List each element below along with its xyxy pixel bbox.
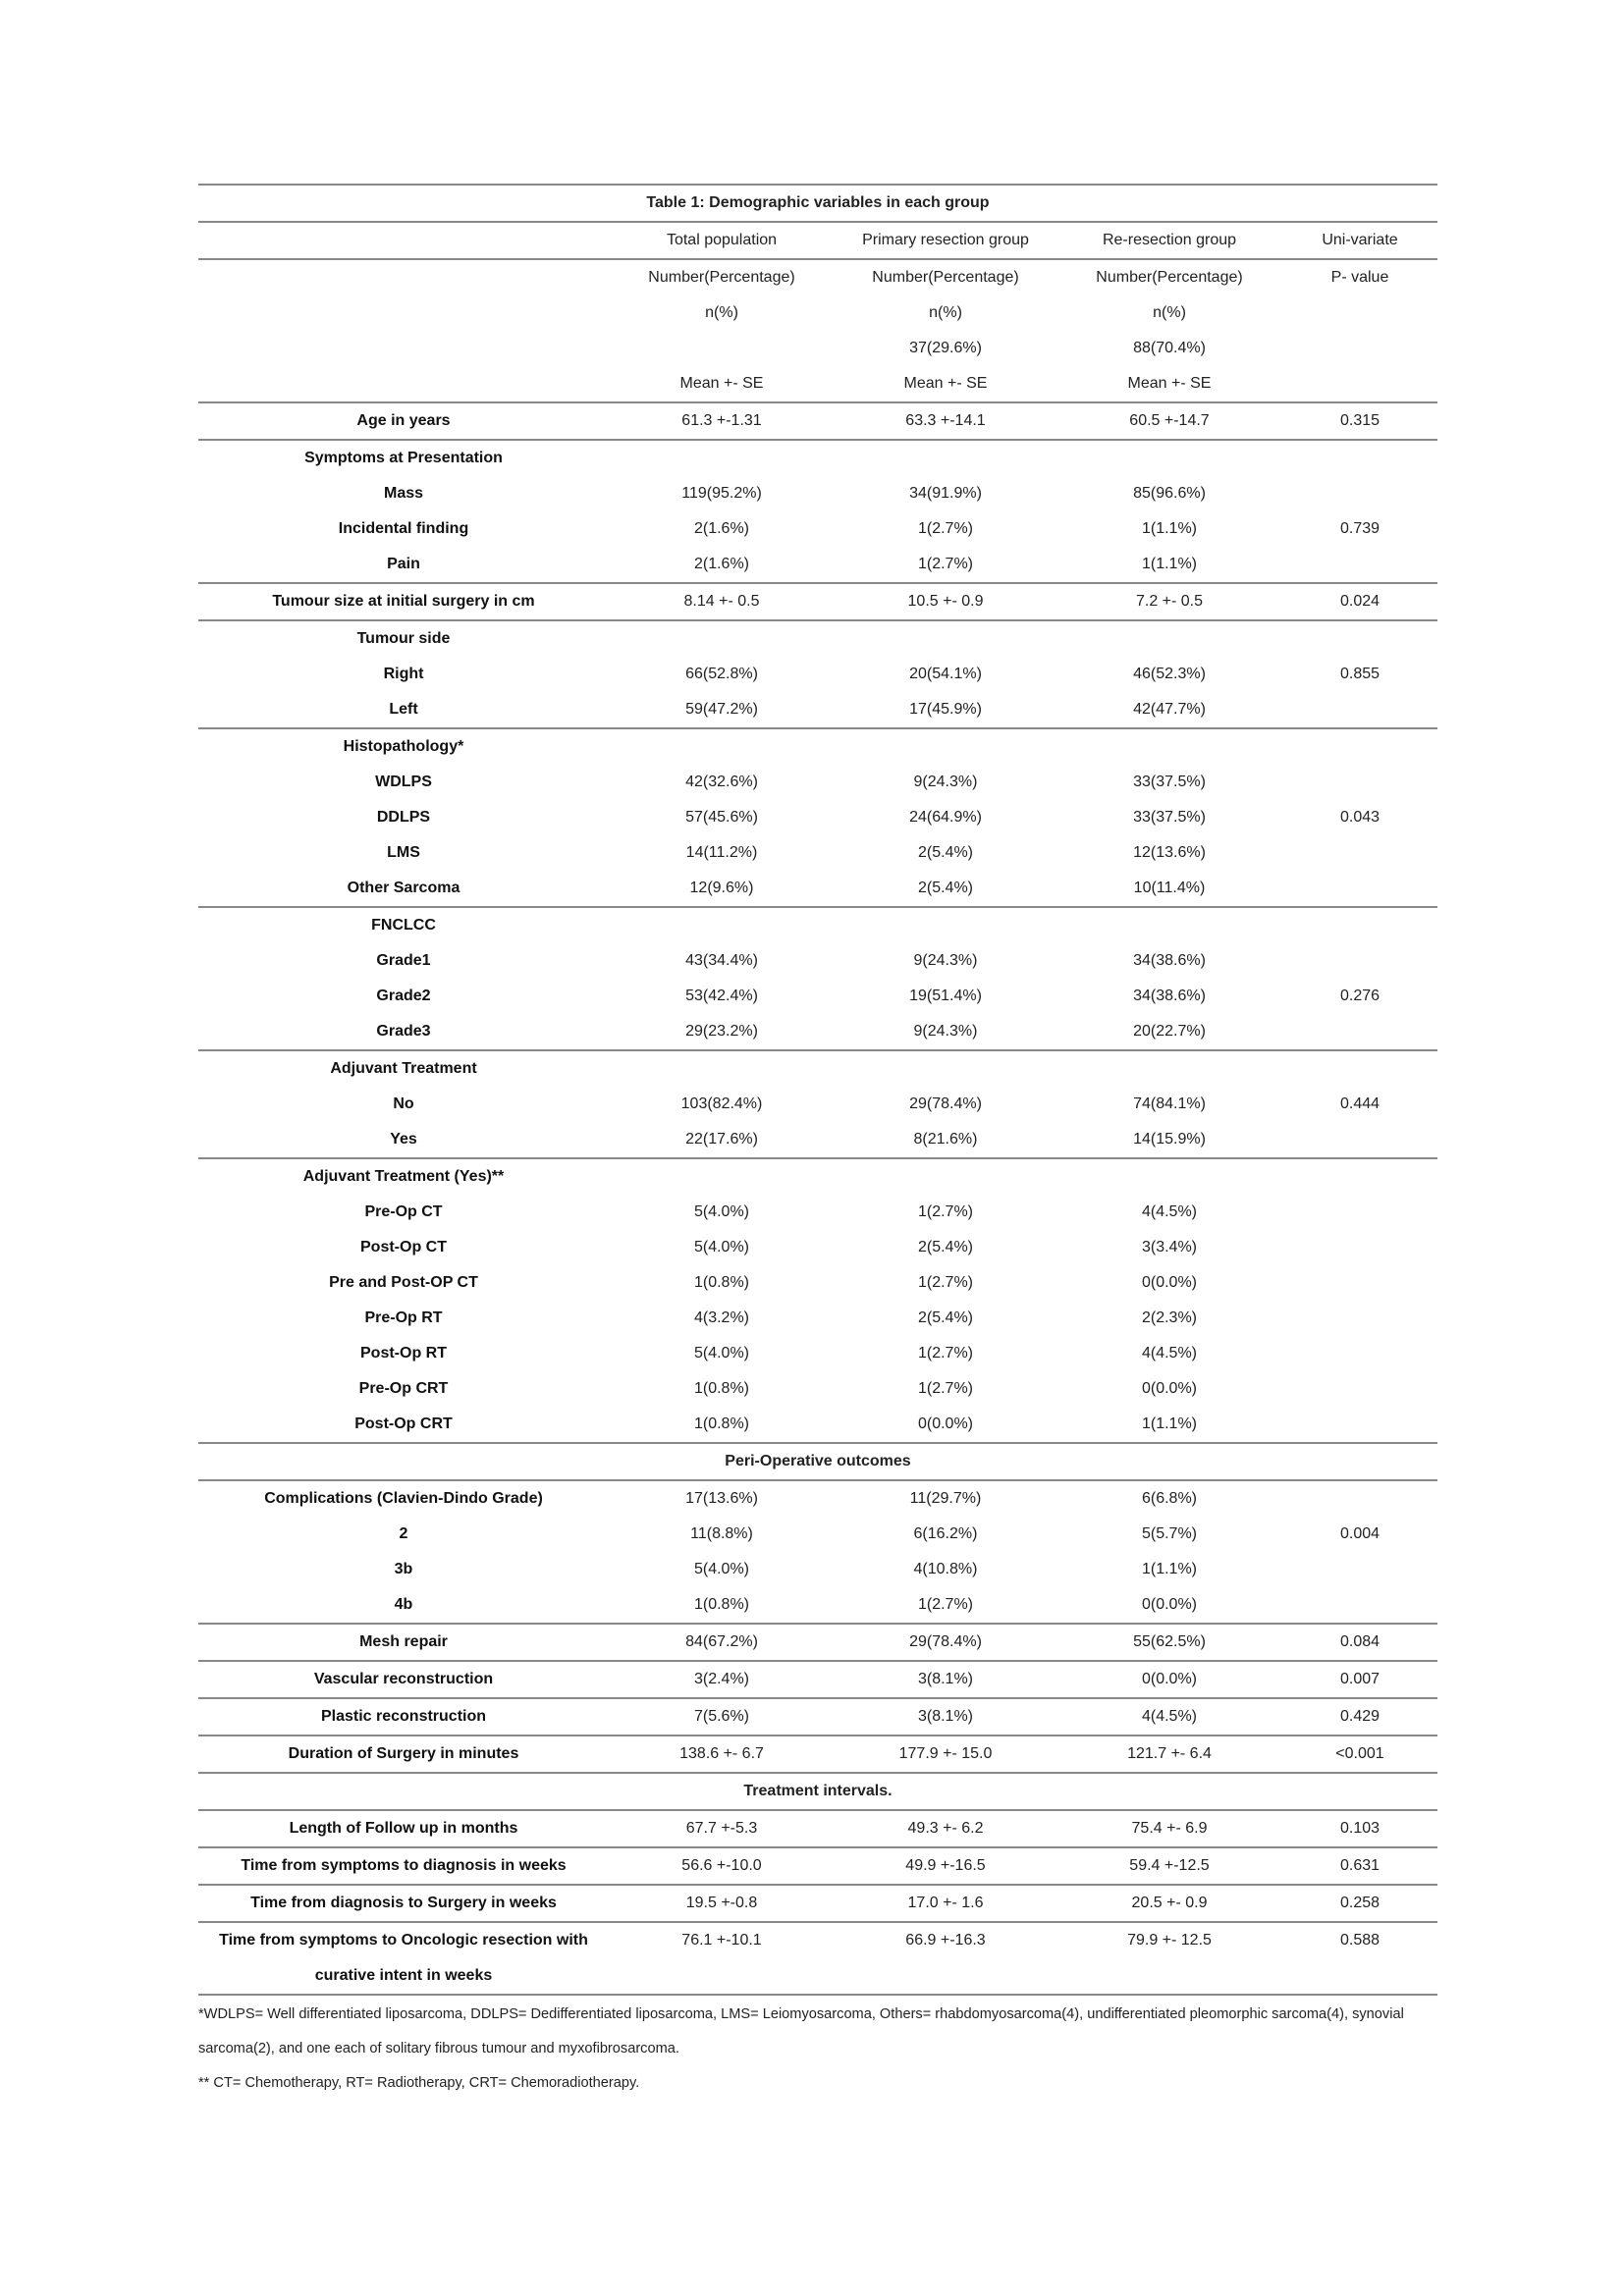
cell-total: 4(3.2%) <box>693 1309 750 1326</box>
table-row <box>198 1301 1437 1336</box>
cell-total: 103(82.4%) <box>680 1095 763 1112</box>
cell-primary: 2(5.4%) <box>917 1309 974 1326</box>
cell-p-value <box>1282 620 1437 657</box>
table-title-row <box>198 185 1437 222</box>
cell-primary: 34(91.9%) <box>909 485 982 502</box>
cell-p-value: 0.739 <box>1339 520 1380 537</box>
cell-primary: 8(21.6%) <box>913 1131 978 1148</box>
cell-p-value: 0.007 <box>1282 1661 1437 1698</box>
table-row <box>198 1230 1437 1265</box>
cell-p-value <box>1282 1050 1437 1087</box>
cell-reresection <box>1056 1050 1282 1087</box>
cell-p-value: 0.043 <box>1339 809 1380 826</box>
cell-reresection: 0(0.0%) <box>1141 1274 1198 1291</box>
cell-p-value <box>1282 1195 1437 1230</box>
header-cell: 88(70.4%) <box>1133 340 1206 356</box>
cell-primary: 17.0 +- 1.6 <box>835 1885 1056 1922</box>
cell-p-value <box>1282 1230 1437 1265</box>
cell-primary <box>835 1050 1056 1087</box>
cell-primary: 9(24.3%) <box>913 774 978 790</box>
header-cell <box>609 331 835 366</box>
cell-p-value <box>1282 1480 1437 1517</box>
cell-reresection: 20.5 +- 0.9 <box>1056 1885 1282 1922</box>
cell-total <box>609 907 835 943</box>
cell-total <box>609 440 835 476</box>
cell-reresection: 6(6.8%) <box>1056 1480 1282 1517</box>
cell-p-value <box>1282 907 1437 943</box>
cell-total: 5(4.0%) <box>693 1239 750 1255</box>
row-label: Pre and Post-OP CT <box>329 1274 478 1291</box>
cell-total: 1(0.8%) <box>693 1596 750 1613</box>
cell-total: 11(8.8%) <box>690 1525 753 1542</box>
cell-reresection: 1(1.1%) <box>1141 1561 1198 1577</box>
table-row <box>198 979 1437 1014</box>
cell-primary: 11(29.7%) <box>835 1480 1056 1517</box>
cell-reresection: 0(0.0%) <box>1141 1380 1198 1397</box>
cell-total: 57(45.6%) <box>685 809 758 826</box>
row-label: Incidental finding <box>338 520 469 537</box>
cell-reresection: 121.7 +- 6.4 <box>1056 1735 1282 1773</box>
table-row <box>198 728 1437 765</box>
cell-reresection <box>1056 728 1282 765</box>
table-row <box>198 1480 1437 1517</box>
table-row <box>198 476 1437 511</box>
cell-p-value: 0.024 <box>1282 583 1437 620</box>
header-cell: n(%) <box>705 304 738 321</box>
row-label: 4b <box>394 1596 413 1613</box>
header-cell <box>1282 295 1437 331</box>
cell-p-value: <0.001 <box>1282 1735 1437 1773</box>
cell-primary: 63.3 +-14.1 <box>835 402 1056 440</box>
table-row <box>198 620 1437 657</box>
cell-reresection: 4(4.5%) <box>1056 1698 1282 1735</box>
row-label: WDLPS <box>375 774 432 790</box>
header-cell: Mean +- SE <box>903 375 988 392</box>
row-label: Time from diagnosis to Surgery in weeks <box>198 1885 609 1922</box>
cell-total: 8.14 +- 0.5 <box>609 583 835 620</box>
cell-total: 1(0.8%) <box>693 1274 750 1291</box>
demographics-table <box>198 184 1437 1996</box>
row-label: Adjuvant Treatment (Yes)** <box>198 1158 609 1195</box>
cell-reresection: 79.9 +- 12.5 <box>1056 1922 1282 1995</box>
cell-primary: 66.9 +-16.3 <box>835 1922 1056 1995</box>
row-label: Tumour side <box>198 620 609 657</box>
section-row <box>198 1773 1437 1810</box>
cell-p-value <box>1282 765 1437 800</box>
cell-reresection: 3(3.4%) <box>1141 1239 1198 1255</box>
cell-total: 14(11.2%) <box>685 844 758 861</box>
cell-total: 12(9.6%) <box>689 880 754 896</box>
cell-primary: 19(51.4%) <box>909 988 982 1004</box>
row-label: Duration of Surgery in minutes <box>198 1735 609 1773</box>
cell-reresection: 42(47.7%) <box>1133 701 1206 718</box>
cell-p-value <box>1282 871 1437 907</box>
row-label: Mesh repair <box>198 1624 609 1661</box>
row-label: Pain <box>387 556 420 572</box>
cell-total: 7(5.6%) <box>609 1698 835 1735</box>
table-row <box>198 1698 1437 1735</box>
cell-primary: 10.5 +- 0.9 <box>835 583 1056 620</box>
row-label: Mass <box>383 485 424 502</box>
table-row <box>198 657 1437 692</box>
cell-p-value: 0.276 <box>1339 988 1380 1004</box>
header-univariate: Uni-variate <box>1282 222 1437 259</box>
table-row <box>198 1122 1437 1158</box>
row-label: Right <box>383 666 424 682</box>
cell-total: 119(95.2%) <box>681 485 762 502</box>
cell-p-value <box>1282 476 1437 511</box>
cell-reresection <box>1056 1158 1282 1195</box>
cell-p-value <box>1282 1587 1437 1624</box>
cell-total: 2(1.6%) <box>693 520 750 537</box>
cell-primary: 1(2.7%) <box>917 1596 974 1613</box>
row-label: Pre-Op CT <box>364 1203 443 1220</box>
cell-reresection: 4(4.5%) <box>1141 1203 1198 1220</box>
row-label: Complications (Clavien-Dindo Grade) <box>198 1480 609 1517</box>
cell-total: 2(1.6%) <box>693 556 750 572</box>
header-cell: 37(29.6%) <box>909 340 982 356</box>
cell-total: 5(4.0%) <box>693 1345 750 1362</box>
cell-total: 1(0.8%) <box>693 1380 750 1397</box>
cell-reresection: 0(0.0%) <box>1056 1661 1282 1698</box>
cell-primary: 1(2.7%) <box>917 556 974 572</box>
cell-p-value: 0.444 <box>1339 1095 1380 1112</box>
cell-p-value <box>1282 943 1437 979</box>
cell-p-value: 0.588 <box>1282 1922 1437 1995</box>
cell-total: 1(0.8%) <box>693 1415 750 1432</box>
header-cell: Mean +- SE <box>1127 375 1212 392</box>
cell-primary: 177.9 +- 15.0 <box>835 1735 1056 1773</box>
table-row <box>198 907 1437 943</box>
section-title: Treatment intervals. <box>198 1773 1437 1810</box>
table-row <box>198 1885 1437 1922</box>
header-cell: n(%) <box>1153 304 1186 321</box>
cell-reresection: 7.2 +- 0.5 <box>1056 583 1282 620</box>
table-row <box>198 1195 1437 1230</box>
row-label: 2 <box>399 1525 408 1542</box>
cell-primary: 49.9 +-16.5 <box>835 1847 1056 1885</box>
cell-reresection: 0(0.0%) <box>1141 1596 1198 1613</box>
table-row <box>198 1407 1437 1443</box>
cell-primary <box>835 728 1056 765</box>
table-row <box>198 1265 1437 1301</box>
cell-total <box>609 728 835 765</box>
cell-reresection <box>1056 620 1282 657</box>
row-label: Time from symptoms to diagnosis in weeks <box>198 1847 609 1885</box>
header-total: Total population <box>609 222 835 259</box>
row-label: Pre-Op CRT <box>358 1380 449 1397</box>
cell-total: 43(34.4%) <box>685 952 758 969</box>
cell-total: 17(13.6%) <box>609 1480 835 1517</box>
row-label: Tumour size at initial surgery in cm <box>198 583 609 620</box>
table-row <box>198 1050 1437 1087</box>
row-label: No <box>393 1095 414 1112</box>
section-row <box>198 1443 1437 1480</box>
row-label: FNCLCC <box>198 907 609 943</box>
header-cell: n(%) <box>929 304 962 321</box>
cell-primary <box>835 620 1056 657</box>
cell-primary: 0(0.0%) <box>917 1415 974 1432</box>
table-row <box>198 1810 1437 1847</box>
cell-total: 53(42.4%) <box>685 988 758 1004</box>
row-label: Grade2 <box>376 988 431 1004</box>
table-row <box>198 1661 1437 1698</box>
table-row <box>198 1014 1437 1050</box>
header-cell: Mean +- SE <box>679 375 764 392</box>
cell-p-value: 0.258 <box>1282 1885 1437 1922</box>
cell-reresection: 74(84.1%) <box>1133 1095 1206 1112</box>
cell-total: 5(4.0%) <box>693 1561 750 1577</box>
header-cell: Number(Percentage) <box>835 259 1056 295</box>
cell-reresection: 4(4.5%) <box>1141 1345 1198 1362</box>
table-title: Table 1: Demographic variables in each group <box>198 185 1437 222</box>
row-label: Time from symptoms to Oncologic resection with curative intent in weeks <box>198 1922 609 1995</box>
cell-p-value <box>1282 1552 1437 1587</box>
table-row <box>198 1517 1437 1552</box>
table-row <box>198 583 1437 620</box>
cell-total: 29(23.2%) <box>685 1023 758 1040</box>
cell-reresection: 34(38.6%) <box>1133 988 1206 1004</box>
cell-primary: 24(64.9%) <box>909 809 982 826</box>
cell-primary: 29(78.4%) <box>909 1095 982 1112</box>
cell-p-value <box>1282 692 1437 728</box>
table-row <box>198 1624 1437 1661</box>
row-label: Left <box>389 701 418 718</box>
cell-total <box>609 1158 835 1195</box>
table-row <box>198 511 1437 547</box>
cell-primary <box>835 1158 1056 1195</box>
cell-p-value: 0.429 <box>1282 1698 1437 1735</box>
cell-primary: 20(54.1%) <box>909 666 982 682</box>
row-label: Post-Op CRT <box>354 1415 453 1432</box>
section-title: Peri-Operative outcomes <box>198 1443 1437 1480</box>
cell-total: 138.6 +- 6.7 <box>609 1735 835 1773</box>
row-label: Yes <box>390 1131 417 1148</box>
cell-total: 67.7 +-5.3 <box>609 1810 835 1847</box>
cell-p-value <box>1282 1301 1437 1336</box>
header-reresection: Re-resection group <box>1056 222 1282 259</box>
cell-total: 76.1 +-10.1 <box>609 1922 835 1995</box>
row-label: Adjuvant Treatment <box>198 1050 609 1087</box>
cell-p-value <box>1282 1122 1437 1158</box>
header-cell <box>1282 366 1437 402</box>
header-primary: Primary resection group <box>835 222 1056 259</box>
table-row <box>198 692 1437 728</box>
cell-primary: 3(8.1%) <box>835 1661 1056 1698</box>
cell-reresection: 2(2.3%) <box>1141 1309 1198 1326</box>
row-label: Age in years <box>198 402 609 440</box>
table-row <box>198 440 1437 476</box>
cell-reresection: 33(37.5%) <box>1133 774 1206 790</box>
row-label: Post-Op CT <box>360 1239 447 1255</box>
cell-primary: 49.3 +- 6.2 <box>835 1810 1056 1847</box>
cell-primary: 1(2.7%) <box>917 1380 974 1397</box>
table-row <box>198 1552 1437 1587</box>
table-row <box>198 765 1437 800</box>
table-row <box>198 1847 1437 1885</box>
cell-primary: 1(2.7%) <box>917 520 974 537</box>
cell-primary: 2(5.4%) <box>917 1239 974 1255</box>
cell-p-value: 0.315 <box>1282 402 1437 440</box>
row-label: Vascular reconstruction <box>198 1661 609 1698</box>
cell-p-value <box>1282 440 1437 476</box>
row-label: Plastic reconstruction <box>198 1698 609 1735</box>
cell-p-value: 0.631 <box>1282 1847 1437 1885</box>
cell-reresection: 34(38.6%) <box>1133 952 1206 969</box>
cell-primary <box>835 440 1056 476</box>
footnote-abbreviations: *WDLPS= Well differentiated liposarcoma, DDLPS= Dedifferentiated liposarcoma, LMS= Leiomyosarcoma, Others= rhabdomyosarcoma(4), undifferentiated pleomorphic sarcoma(4), synovial sarcoma(2), and one each of solitary fibrous tumour and myxofibrosarcoma. <box>198 2006 1404 2056</box>
cell-total: 59(47.2%) <box>685 701 758 718</box>
row-label: Pre-Op RT <box>364 1309 443 1326</box>
cell-p-value <box>1282 1407 1437 1443</box>
row-label: Grade3 <box>376 1023 431 1040</box>
document-page <box>198 184 1437 2101</box>
cell-reresection: 75.4 +- 6.9 <box>1056 1810 1282 1847</box>
cell-total: 5(4.0%) <box>693 1203 750 1220</box>
cell-p-value <box>1282 1371 1437 1407</box>
cell-reresection: 1(1.1%) <box>1141 556 1198 572</box>
cell-reresection: 10(11.4%) <box>1133 880 1206 896</box>
row-label: 3b <box>394 1561 413 1577</box>
table-row <box>198 835 1437 871</box>
cell-p-value <box>1282 1265 1437 1301</box>
cell-p-value: 0.855 <box>1339 666 1380 682</box>
cell-reresection: 14(15.9%) <box>1133 1131 1206 1148</box>
header-cell: P- value <box>1282 259 1437 295</box>
cell-reresection: 59.4 +-12.5 <box>1056 1847 1282 1885</box>
cell-total <box>609 620 835 657</box>
cell-primary: 1(2.7%) <box>917 1274 974 1291</box>
row-label: DDLPS <box>376 809 431 826</box>
table-row <box>198 402 1437 440</box>
row-label: Post-Op RT <box>360 1345 447 1362</box>
footnote-treatments: ** CT= Chemotherapy, RT= Radiotherapy, CRT= Chemoradiotherapy. <box>198 2075 640 2091</box>
table-row <box>198 1371 1437 1407</box>
cell-reresection: 55(62.5%) <box>1056 1624 1282 1661</box>
cell-primary: 1(2.7%) <box>917 1203 974 1220</box>
cell-primary: 9(24.3%) <box>913 1023 978 1040</box>
row-label: Length of Follow up in months <box>198 1810 609 1847</box>
cell-primary: 1(2.7%) <box>917 1345 974 1362</box>
cell-p-value <box>1282 728 1437 765</box>
table-row <box>198 800 1437 835</box>
header-cell: Number(Percentage) <box>1056 259 1282 295</box>
table-row <box>198 871 1437 907</box>
cell-reresection: 60.5 +-14.7 <box>1056 402 1282 440</box>
cell-primary: 2(5.4%) <box>917 880 974 896</box>
cell-p-value: 0.084 <box>1282 1624 1437 1661</box>
cell-reresection: 12(13.6%) <box>1133 844 1206 861</box>
row-label: Other Sarcoma <box>347 880 460 896</box>
table-row <box>198 547 1437 583</box>
cell-p-value <box>1282 835 1437 871</box>
cell-total: 61.3 +-1.31 <box>609 402 835 440</box>
header-cell: Number(Percentage) <box>609 259 835 295</box>
cell-reresection <box>1056 440 1282 476</box>
cell-p-value <box>1282 547 1437 583</box>
cell-p-value: 0.004 <box>1339 1525 1380 1542</box>
cell-total: 84(67.2%) <box>609 1624 835 1661</box>
table-row <box>198 943 1437 979</box>
header-row <box>198 222 1437 259</box>
header-row <box>198 331 1437 366</box>
table-row <box>198 1087 1437 1122</box>
cell-reresection: 1(1.1%) <box>1141 1415 1198 1432</box>
cell-primary: 29(78.4%) <box>835 1624 1056 1661</box>
cell-reresection <box>1056 907 1282 943</box>
cell-p-value <box>1282 1336 1437 1371</box>
cell-total: 56.6 +-10.0 <box>609 1847 835 1885</box>
header-row <box>198 259 1437 295</box>
row-label: Grade1 <box>376 952 431 969</box>
cell-total: 42(32.6%) <box>685 774 758 790</box>
cell-reresection: 46(52.3%) <box>1133 666 1206 682</box>
cell-p-value <box>1282 1158 1437 1195</box>
cell-total: 22(17.6%) <box>685 1131 758 1148</box>
table-row <box>198 1158 1437 1195</box>
cell-reresection: 20(22.7%) <box>1133 1023 1206 1040</box>
cell-total: 3(2.4%) <box>609 1661 835 1698</box>
cell-reresection: 5(5.7%) <box>1141 1525 1198 1542</box>
table-row <box>198 1587 1437 1624</box>
cell-primary: 4(10.8%) <box>913 1561 978 1577</box>
row-label: Histopathology* <box>198 728 609 765</box>
footnotes <box>198 1998 1437 2101</box>
row-label: LMS <box>387 844 420 861</box>
cell-p-value <box>1282 1014 1437 1050</box>
header-cell <box>1282 331 1437 366</box>
cell-primary: 3(8.1%) <box>835 1698 1056 1735</box>
row-label: Symptoms at Presentation <box>198 440 609 476</box>
table-row <box>198 1336 1437 1371</box>
header-row <box>198 366 1437 402</box>
cell-primary: 6(16.2%) <box>913 1525 978 1542</box>
cell-primary <box>835 907 1056 943</box>
cell-primary: 9(24.3%) <box>913 952 978 969</box>
cell-reresection: 33(37.5%) <box>1133 809 1206 826</box>
cell-total <box>609 1050 835 1087</box>
table-row <box>198 1922 1437 1995</box>
cell-reresection: 1(1.1%) <box>1141 520 1198 537</box>
cell-total: 66(52.8%) <box>685 666 758 682</box>
cell-primary: 2(5.4%) <box>917 844 974 861</box>
table-row <box>198 1735 1437 1773</box>
cell-p-value: 0.103 <box>1282 1810 1437 1847</box>
cell-reresection: 85(96.6%) <box>1133 485 1206 502</box>
header-row <box>198 295 1437 331</box>
cell-primary: 17(45.9%) <box>909 701 982 718</box>
cell-total: 19.5 +-0.8 <box>609 1885 835 1922</box>
